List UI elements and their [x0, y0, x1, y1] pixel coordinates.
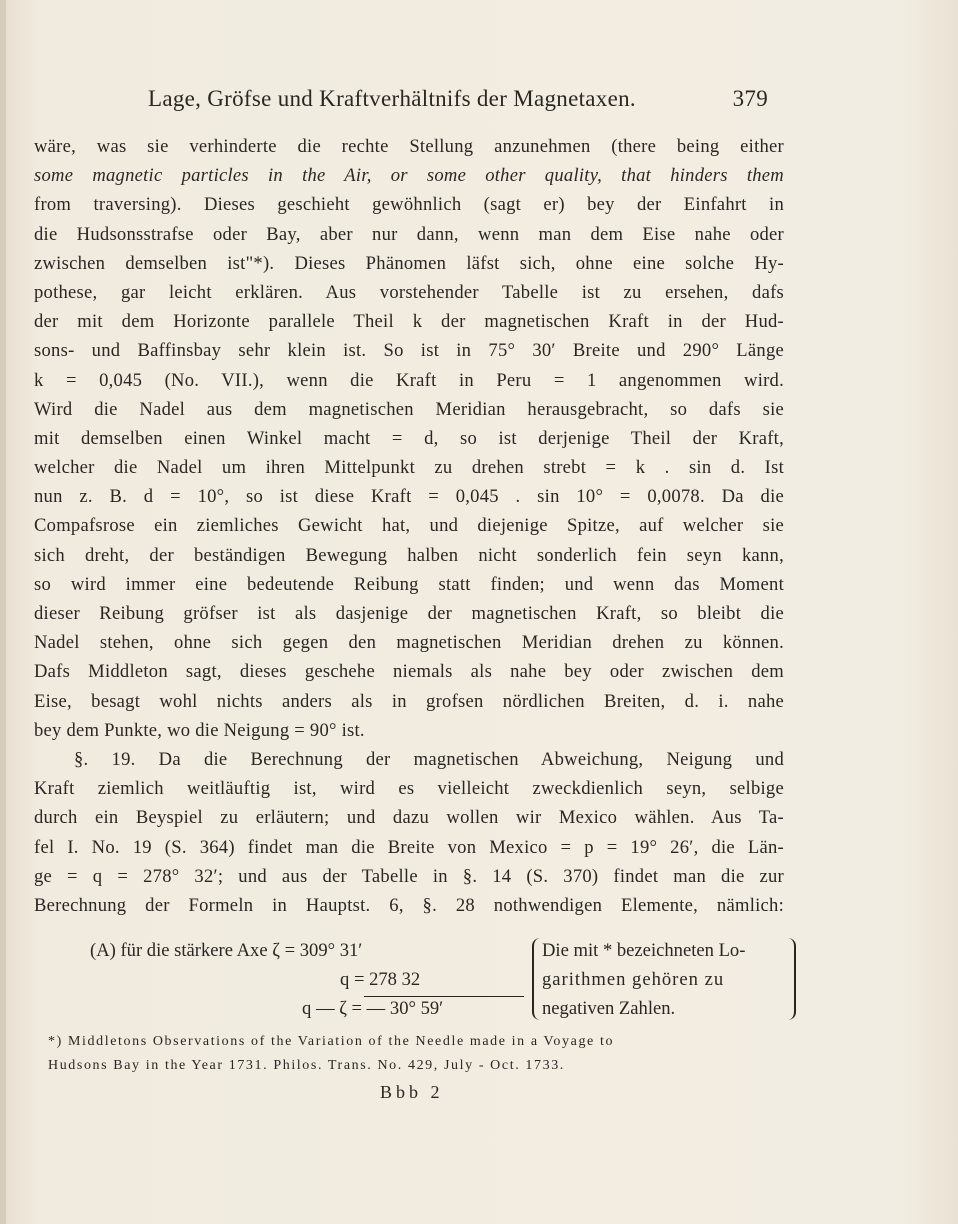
- footnote-line: Hudsons Bay in the Year 1731. Philos. Trans. No. 429, July - Oct. 1733.: [48, 1058, 565, 1073]
- text-line: nun z. B. d = 10°, so ist diese Kraft = 0,045 . sin 10° = 0,0078. Da die: [34, 486, 784, 508]
- page-edge: [0, 0, 6, 1224]
- left-brace: [532, 938, 542, 1020]
- text-line: k = 0,045 (No. VII.), wenn die Kraft in Peru = 1 angenommen wird.: [34, 369, 784, 391]
- text-line: wäre, was sie verhinderte die rechte Stellung anzunehmen (there being either: [34, 136, 784, 157]
- text-line: durch ein Beyspiel zu erläutern; und dazu wollen wir Mexico wählen. Aus Ta-: [34, 807, 784, 829]
- table-row-axis: (A) für die stärkere Axe ζ = 309° 31′: [90, 940, 363, 961]
- text-line: welcher die Nadel um ihren Mittelpunkt zu drehen strebt = k . sin d. Ist: [34, 457, 784, 479]
- table-row-difference: q — ζ = — 30° 59′: [302, 998, 444, 1019]
- text-line: pothese, gar leicht erklären. Aus vorstehender Tabelle ist zu ersehen, dafs: [34, 281, 784, 303]
- text-line: sich dreht, der beständigen Bewegung halben nicht sonderlich fein seyn kann,: [34, 544, 784, 566]
- signature-mark: Bbb 2: [380, 1082, 444, 1102]
- text-line: fel I. No. 19 (S. 364) findet man die Breite von Mexico = p = 19° 26′, die Län-: [34, 836, 784, 858]
- text-line: bey dem Punkte, wo die Neigung = 90° ist.: [34, 719, 365, 741]
- text-line: dieser Reibung gröfser ist als dasjenige der magnetischen Kraft, so bleibt die: [34, 603, 784, 624]
- table-row-q: q = 278 32: [340, 969, 421, 990]
- page-number: 379: [732, 86, 768, 111]
- body-text: [34, 132, 784, 920]
- text-line: sons- und Baffinsbay sehr klein ist. So ist in 75° 30′ Breite und 290° Länge: [34, 340, 784, 362]
- text-line: zwischen demselben ist"*). Dieses Phänomen läfst sich, ohne eine solche Hy-: [34, 252, 784, 274]
- footnote-line: *) Middletons Observations of the Variation of the Needle made in a Voyage to: [48, 1034, 615, 1049]
- table-note-line: Die mit * bezeichneten Lo-: [542, 940, 746, 961]
- text-line: so wird immer eine bedeutende Reibung statt finden; und wenn das Moment: [34, 573, 784, 595]
- text-line: ge = q = 278° 32′; und aus der Tabelle in §. 14 (S. 370) findet man die zur: [34, 865, 784, 887]
- text-line: Kraft ziemlich weitläuftig ist, wird es vielleicht zweckdienlich seyn, selbige: [34, 778, 784, 800]
- text-line: die Hudsonsstrafse oder Bay, aber nur dann, wenn man dem Eise nahe oder: [34, 223, 784, 245]
- text-line: Wird die Nadel aus dem magnetischen Meridian herausgebracht, so dafs sie: [34, 398, 784, 420]
- text-line: Dafs Middleton sagt, dieses geschehe niemals als nahe bey oder zwischen dem: [34, 661, 784, 683]
- footnote: [48, 1030, 788, 1078]
- running-header: [148, 86, 768, 112]
- text-line: der mit dem Horizonte parallele Theil k der magnetischen Kraft in der Hud-: [34, 311, 784, 333]
- table-note-line: negativen Zahlen.: [542, 998, 676, 1019]
- text-line: some magnetic particles in the Air, or some other quality, that hinders them: [34, 165, 784, 187]
- running-title: Lage, Gröfse und Kraftverhältnifs der Magnetaxen.: [148, 86, 636, 111]
- text-line: from traversing). Dieses geschieht gewöhnlich (sagt er) bey der Einfahrt in: [34, 194, 784, 216]
- text-line: Compafsrose ein ziemliches Gewicht hat, und diejenige Spitze, auf welcher sie: [34, 515, 784, 537]
- section-heading-line: §. 19. Da die Berechnung der magnetischen Abweichung, Neigung und: [74, 748, 784, 770]
- text-line: Berechnung der Formeln in Hauptst. 6, §. 28 nothwendigen Elemente, nämlich:: [34, 894, 784, 916]
- table-note-line: garithmen gehören zu: [542, 969, 725, 990]
- right-brace: [786, 938, 796, 1020]
- text-line: mit demselben einen Winkel macht = d, so ist derjenige Theil der Kraft,: [34, 427, 784, 449]
- text-line: Nadel stehen, ohne sich gegen den magnetischen Meridian drehen zu können.: [34, 632, 784, 654]
- text-line: Eise, besagt wohl nichts anders als in grofsen nördlichen Breiten, d. i. nahe: [34, 690, 784, 712]
